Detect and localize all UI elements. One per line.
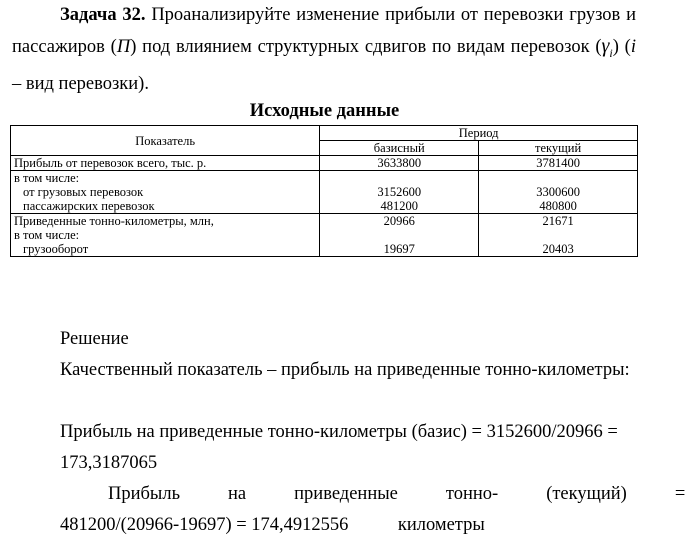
paragraph-line: 481200/(20966-19697) = 174,4912556: [60, 515, 349, 535]
row-base-value: 3633800: [320, 156, 479, 171]
gamma-index: i: [609, 46, 613, 60]
cell-value: 20966: [383, 214, 415, 228]
profit-symbol: П: [116, 37, 131, 57]
paragraph-line: Прибыль на приведенные тонно-километры (базис) = 3152600/20966 =: [60, 422, 618, 442]
cell-value: 481200: [380, 199, 418, 213]
header-indicator: Показатель: [11, 126, 320, 156]
table-caption: Исходные данные: [249, 101, 400, 121]
row-label-line: в том числе:: [14, 228, 80, 242]
row-label: [11, 171, 320, 214]
header-current: текущий: [479, 141, 638, 156]
source-data-table: [10, 125, 638, 257]
word: Прибыль: [108, 484, 181, 504]
solution-paragraph-1: Качественный показатель – прибыль на приведенные тонно-километры:: [60, 360, 630, 380]
cell-value: 3152600: [377, 185, 422, 199]
row-label: Прибыль от перевозок всего, тыс. р.: [11, 156, 320, 171]
solution-paragraph-3: [12, 479, 685, 541]
word: на: [228, 484, 247, 504]
row-base-value: [320, 171, 479, 214]
task-title: Задача 32.: [60, 5, 146, 25]
task-statement: [12, 0, 636, 100]
cell-value: 19697: [383, 242, 415, 256]
cell-value: 21671: [542, 214, 574, 228]
row-current-value: [479, 171, 638, 214]
gamma-symbol: [601, 35, 613, 60]
row-label-line: от грузовых перевозок: [23, 185, 144, 199]
word: тонно-километры: [397, 484, 499, 535]
gamma-letter: γ: [601, 35, 610, 57]
word: приведенные: [294, 484, 398, 504]
cell-value: 20403: [542, 242, 574, 256]
solution-paragraph-2: [12, 417, 636, 479]
task-text-after-gamma: ) (: [612, 37, 631, 57]
table-row: [11, 156, 638, 171]
row-base-value: [320, 214, 479, 257]
word: =: [674, 484, 685, 504]
row-label-line: Приведенные тонно-километры, млн,: [14, 214, 214, 228]
cell-value: 3300600: [536, 185, 580, 199]
row-label: [11, 214, 320, 257]
task-text-end: – вид перевозки).: [12, 74, 149, 94]
table-row: [11, 171, 638, 214]
task-text-middle: ) под влиянием структурных сдвигов по видам перевозок (: [130, 37, 602, 57]
table-row: [11, 214, 638, 257]
row-label-line: пассажирских перевозок: [23, 199, 155, 213]
row-label-line: грузооборот: [23, 242, 89, 256]
header-period: Период: [320, 126, 638, 141]
index-symbol: i: [630, 37, 636, 57]
solution-title: Решение: [60, 329, 129, 349]
row-current-value: 3781400: [479, 156, 638, 171]
task-text-before: Проанализируйте изменение прибыли от перевозки грузов и пассажиров (: [12, 5, 636, 57]
row-current-value: [479, 214, 638, 257]
cell-value: 480800: [539, 199, 577, 213]
paragraph-line: 173,3187065: [60, 453, 158, 473]
header-base: базисный: [320, 141, 479, 156]
row-label-line: в том числе:: [14, 171, 80, 185]
word: (текущий): [546, 484, 627, 504]
table-header-row: [11, 126, 638, 141]
